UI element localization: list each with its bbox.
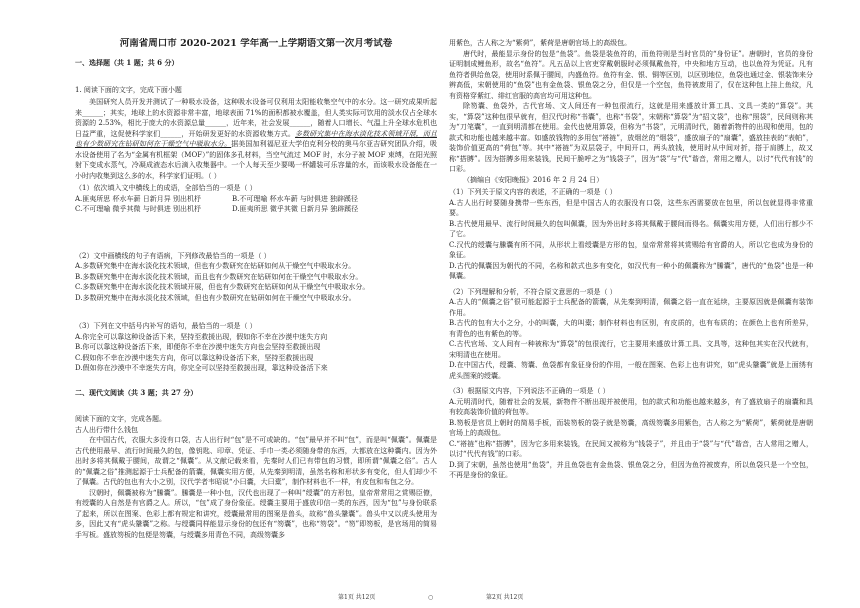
option-c: C.不可理喻 微乎其微 与时俱进 别出机杼 xyxy=(75,205,202,213)
option-b: B.笏板是官员上朝时的简易手板，而装笏板的袋子就是笏囊，高级笏囊多用紫色，古人称之为“紫荷”，紫荷就是唐朝官场上的高级包。 xyxy=(449,418,813,437)
option-d: D.假如你在沙漠中不幸迷失方向，你完全可以坚持至救援出现，靠这种设备活下来 xyxy=(75,364,328,372)
reading-question-1 xyxy=(449,187,813,282)
article-paragraph: 除笏囊、鱼袋外，古代官场、文人间还有一种包很流行，这就是用来盛放计算工具、文具一类的“算袋”。其实，“算袋”这种包很早就有，但汉代时称“书囊”，也称“书袋”，宋朝称“算袋”为“招文袋”，也称“照袋”，民间则称其为“刀笔囊”，一直到明清都在使用。金代也使用算袋，但称为“书袋”，元明清时代，随着新物件的出现和使用，包的款式和功能也越来越丰富。如盛放钱物的多用包“褡裢”，放烟丝的“烟袋”，盛放扇子的“扇囊”，盛放挂表的“表帕”，装饰价值更高的“荷包”等。其中“褡裢”为双层袋子，中间开口，两头放钱，使用时从中间对折，搭于肩膊上，故又称“搭膊”。因为搭膊多用来装钱，民间干脆呼之为“钱袋子”，因为“袋”与“代”谐音，常用之赠人，以讨“代代有钱”的口彩。 xyxy=(449,102,813,173)
passage-text: 据美国加利福尼亚大学伯克利分校的奥马尔亚吉研究团队介绍，吸水设备使用了名为“金属有机框架（MOF）”的固体多孔材料，当空气流过 MOF 时，水分子被 MOF 束缚，在阳光照射下变成水蒸气，冷凝成液态水后滴入收集器中。一个人每天至少要喝一杯罐装可乐容量的水，而该吸水设备能在一小时内收集到这么多的水，科学家们证明。（ ） xyxy=(75,140,437,180)
option-c: C.汉代的绶囊与縢囊有所不同，从形状上看绶囊是方形的包，皇帝常常将其赏赐给有官爵的人，所以它也成为身份的象征。 xyxy=(449,240,813,259)
question-stem: （3）根据原文内容，下列说法不正确的一项是（ ） xyxy=(449,387,610,395)
article-paragraph: 唐代时，最能显示身份的包是“鱼袋”。鱼袋是装鱼符的，而鱼符则是当时官员的“身份证”。唐朝时，官员的身份证明制成鲤鱼形，故名“鱼符”。凡五品以上官吏穿戴朝服时必须佩戴鱼符，中央和地方互动，也以鱼符为凭证。凡有鱼符者俱给鱼袋，使用时系佩于腰间，内盛鱼符。鱼符有金、银、铜等区别，以区别地位，鱼袋也通过金、银装饰来分辨高低，宋朝使用的“鱼袋”也有金鱼袋、银鱼袋之分，但仅是一个空包，鱼符被废用了，仅在这种包上挂上鱼纹，凡有资格穿紫红、绯红官服的高官均可用这种包。 xyxy=(449,49,813,100)
page-1-number: 第1页 共12页 xyxy=(338,594,376,601)
option-d: D.匪夷所思 微乎其微 日新月异 独辟蹊径 xyxy=(232,205,359,213)
option-a: A.匪夷所思 杯水车薪 日新月异 别出机杼 xyxy=(75,194,201,203)
subquestion-1-3-stem: （3）下列在文中括号内补写的语句，最恰当的一项是（ ） xyxy=(75,322,257,330)
option-a: A.古人出行时要随身携带一些东西，但是中国古人的衣服没有口袋，这些东西需要放在包里，所以包就显得非常重要。 xyxy=(449,198,813,217)
option-d: D.到了宋朝，虽然也使用“鱼袋”，并且鱼袋也有金鱼袋、银鱼袋之分，但因为鱼符被废弃，所以鱼袋只是一个空包，不再是身份的象征。 xyxy=(449,460,813,479)
option-b: B.不可理喻 杯水车薪 与时俱进 独辟蹊径 xyxy=(232,194,359,203)
option-a: A.你完全可以靠这种设备活下来，坚持至救援出现，假如你不幸在沙漠中迷失方向 xyxy=(75,332,328,341)
option-d: D.多数研究集中在海水淡化技术领域，但也有少数研究在钻研如何在干燥空气中吸取水分。 xyxy=(75,293,356,302)
option-d: D.在中国古代，绶囊、笏囊、鱼袋都有象征身份的作用，一般在图案、色彩上也有讲究，如“虎头鞶囊”就是上面绣有虎头图案的绶囊。 xyxy=(449,361,813,380)
option-b: B.古代使用最早、流行时间最久的包叫佩囊，因为外出时多将其佩戴于腰间而得名。佩囊实用方便，人们出行都少不了它。 xyxy=(449,219,813,238)
option-c: C.“褡裢”也称“搭膊”，因为它多用来装钱，在民间又被称为“钱袋子”，并且由于“袋”与“代”谐音，古人常用之赠人，以讨“代代有钱”的口彩。 xyxy=(449,439,813,458)
page-1-column xyxy=(75,38,437,590)
passage-text: 美国研究人员开发并测试了一种吸水设备，这种吸水设备可仅利用太阳能收集空气中的水分。这一研究成果听起来______；其实，地球上的水资源非常丰富，地球表面 71%的面积都被水覆盖，但人类实际可饮用的淡水仅占全球水资源的 2.53%，相比于庞大的水资源总量______，近年来，社会发展______，随着人口增长、气温上升全球水危机也日益严重，这促使科学家们______，开始研发更好的水资源收集方式。 xyxy=(75,98,437,138)
page-2-column xyxy=(449,38,813,590)
option-d: D.古代的佩囊因为朝代的不同，名称和款式也多有变化，如汉代有一种小的佩囊称为“縢囊”，唐代的“鱼袋”也是一种佩囊。 xyxy=(449,261,813,280)
subquestion-1-1-options xyxy=(75,194,437,215)
question-stem: （1）下列关于原文内容的表述，不正确的一项是（ ） xyxy=(449,188,617,196)
article-paragraph-continued: 用紫色，古人称之为“紫荷”，紫荷是唐朝官场上的高级包。 xyxy=(449,39,632,47)
question-1-passage xyxy=(75,97,437,181)
article-paragraph: 在中国古代，衣服大多没有口袋，古人出行时“包”是不可或缺的。“包”最早并不叫“包”，而是叫“佩囊”。佩囊是古代使用最早、流行时间最久的包，像钥匙、印章、凭证、手巾一类必须随身带的东西，大都放在这种囊内。因为外出时多将其佩戴于腰间，故谓之“佩囊”。从文献记载来看，先秦时人们已有带包的习惯，即所谓“佩囊之俗”。古人的“佩囊之俗”推测起源于士兵配备的箭囊，佩囊实用方便，从先秦到明清，虽然名称和形状多有变化，但人们却少不了佩囊。古代的包也有大小之别，汉代学者韦昭说“小曰囊，大曰橐”，制作材料也不一样，有皮包和布包之分。 xyxy=(75,436,437,486)
article-paragraph: 汉朝时，佩囊被称为“縢囊”。縢囊是一种小包，汉代也出现了一种叫“绶囊”的方形包，皇帝常常用之赏赐臣僚，有绶囊的人自然是有官爵之人。所以，“包”成了身份象征。绶囊主要用于盛放印信一类的东西，因为“包”与身份联系了起来，所以在图案、色彩上都有规定和讲究，绶囊最常用的图案是兽头，故称“兽头鞶囊”。兽头中又以虎头使用为多，因此又有“虎头鞶囊”之称。与绶囊同样能显示身份的包还有“笏囊”，也称“笏袋”。“笏”即笏板，是官场用的简易手写板。盛放笏板的包便是笏囊，与绶囊多用青色不同，高级笏囊多 xyxy=(75,488,437,539)
option-b: B.古代的包有大小之分，小的叫囊，大的叫橐；制作材料也有区别，有皮质的，也有布质的；在颜色上也有所差异，有青色的也有紫色的等。 xyxy=(449,319,813,338)
option-a: A.多数研究集中在海水淡化技术领域，但也有少数研究在钻研如何从干燥空气中吸取水分。 xyxy=(75,262,356,270)
option-a: A.元明清时代，随着社会的发展，新物件不断出现并被使用，包的款式和功能也越来越多，有了盛放扇子的扇囊和具有较高装饰价值的荷包等。 xyxy=(449,397,813,416)
question-stem: （2）下列理解和分析，不符合原文意思的一项是（ ） xyxy=(449,287,617,296)
article-source: （摘编自《安阳晚报》2016 年 2 月 24 日） xyxy=(463,175,604,184)
option-b: B.你可以靠这种设备活下来，即便你不幸在沙漠中迷失方向也会坚持至救援出现 xyxy=(75,343,321,351)
reading-question-3 xyxy=(449,386,813,481)
subquestion-1-1-stem: （1）依次填入文中横线上的成语，全部恰当的一项是（ ） xyxy=(75,184,257,192)
subquestion-1-2-stem: （2）文中画横线的句子有语病，下列修改最恰当的一项是（ ） xyxy=(75,251,271,260)
page-divider-mark: ○ xyxy=(428,594,434,601)
reading-instructions: 阅读下面的文字，完成各题。 xyxy=(75,415,166,423)
section-1-heading: 一、选择题（共 1 题；共 6 分） xyxy=(75,58,179,67)
option-c: C.假如你不幸在沙漠中迷失方向，你可以靠这种设备活下来，坚持至救援出现 xyxy=(75,353,314,362)
option-c: C.多数研究集中在海水淡化技术领域开展，但也有少数研究在钻研如何从干燥空气中吸取水分。 xyxy=(75,283,370,291)
option-b: B.多数研究集中在海水淡化技术领域，而且也有少数研究在钻研如何在干燥空气中吸取水分。 xyxy=(75,272,363,281)
exam-title: 河南省周口市 2020-2021 学年高一上学期语文第一次月考试卷 xyxy=(119,38,393,49)
underlined-sentence: 多数研究集中在海水淡化技术领域开展，而且也有少数研究在钻研如何在干燥空气中吸取水分。 xyxy=(75,129,437,148)
question-1-stem: 1. 阅读下面的文字，完成下面小题 xyxy=(75,85,182,94)
option-c: C.古代官场、文人间有一种被称为“算袋”的包很流行，它主要用来盛放计算工具、文具等，这种包其实在汉代就有，宋明清也在使用。 xyxy=(449,340,813,359)
page-2-number: 第2页 共12页 xyxy=(486,594,524,601)
reading-question-2 xyxy=(449,287,813,382)
option-a: A.古人的“佩囊之俗”很可能起源于士兵配备的箭囊，从先秦到明清，佩囊之俗一直在延续，主要原因就是佩囊有装饰作用。 xyxy=(449,298,813,317)
section-2-heading: 二、现代文阅读（共 3 题；共 27 分） xyxy=(75,387,198,397)
article-title: 古人出行带什么钱包 xyxy=(75,425,138,434)
